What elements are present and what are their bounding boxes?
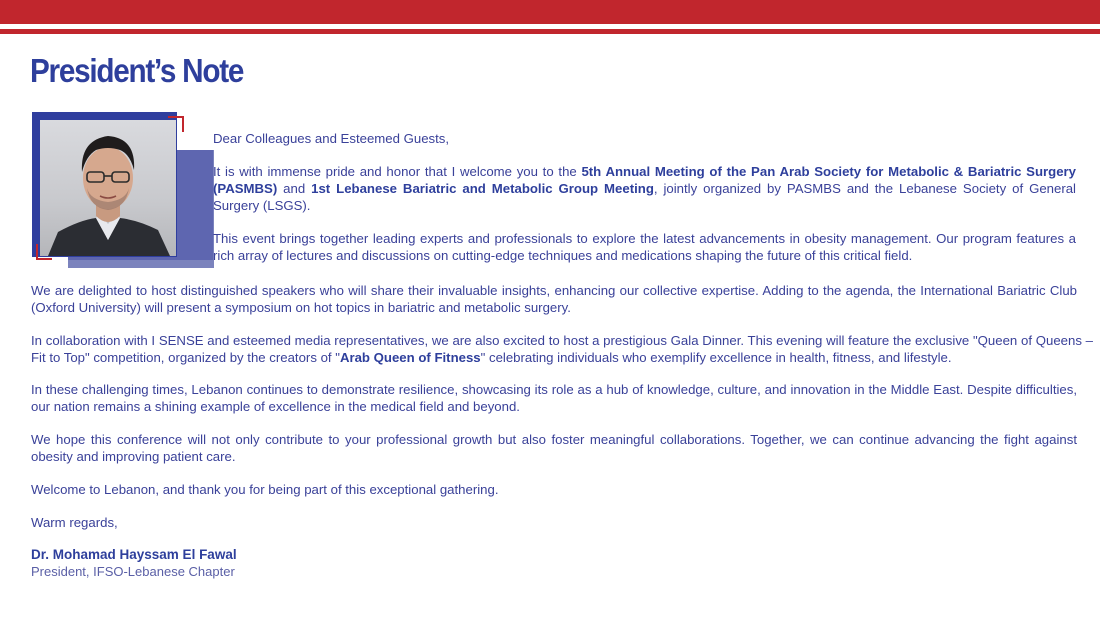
paragraph-welcome-lebanon: Welcome to Lebanon, and thank you for being part of this exceptional gathering. bbox=[31, 482, 499, 497]
pasmbs-meeting-name: 5th Annual Meeting of the Pan Arab Society for Metabolic & Bariatric Surgery (PASMBS) bbox=[213, 164, 1076, 196]
paragraph-gala bbox=[31, 332, 1093, 366]
arab-queen-of-fitness: Arab Queen of Fitness bbox=[339, 350, 481, 365]
paragraph-welcome-text: It is with immense pride and honor that I welcome you to the bbox=[213, 164, 582, 179]
lebanese-meeting-name: 1st Lebanese Bariatric and Metabolic Group Meeting bbox=[311, 181, 654, 196]
paragraph-program: This event brings together leading experts and professionals to explore the latest advancements in obesity management. Our program features a rich array of lectures and discussions on cutting-edge techniques and medications shaping the future of this critical field. bbox=[213, 231, 1076, 263]
paragraph-hope: We hope this conference will not only contribute to your professional growth but also foster meaningful collaborations. Together, we can continue advancing the fight against obesity and improving patient care. bbox=[31, 432, 1077, 464]
header-red-band bbox=[0, 0, 1100, 24]
president-photo-frame bbox=[28, 108, 190, 270]
page-title: President’s Note bbox=[30, 52, 244, 89]
president-portrait bbox=[40, 120, 176, 256]
paragraph-welcome-text: , jointly organized by PASMBS and the Lebanese Society of General Surgery (LSGS). bbox=[213, 181, 1076, 213]
paragraph-speakers: We are delighted to host distinguished speakers who will share their invaluable insights, enhancing our collective expertise. Adding to the agenda, the International Bariatric Club (Oxford University) will present a symposium on hot topics in bariatric and metabolic surgery. bbox=[31, 283, 1077, 315]
corner-accent-top-right bbox=[168, 116, 184, 132]
paragraph-welcome bbox=[213, 163, 1076, 214]
paragraph-welcome-text: and bbox=[277, 181, 312, 196]
signature-role: President, IFSO-Lebanese Chapter bbox=[31, 564, 235, 579]
header-red-line bbox=[0, 29, 1100, 34]
corner-accent-bottom-left bbox=[36, 244, 52, 260]
closing-regards: Warm regards, bbox=[31, 515, 118, 530]
paragraph-lebanon: In these challenging times, Lebanon continues to demonstrate resilience, showcasing its role as a hub of knowledge, culture, and innovation in the Middle East. Despite difficulties, our nation remains a shining example of excellence in the medical field and beyond. bbox=[31, 382, 1077, 414]
signature-name: Dr. Mohamad Hayssam El Fawal bbox=[31, 547, 237, 562]
greeting: Dear Colleagues and Esteemed Guests, bbox=[213, 131, 450, 146]
paragraph-gala-text: " celebrating individuals who exemplify excellence in health, fitness, and lifestyle. bbox=[480, 350, 952, 365]
paragraph-gala-text: In collaboration with I SENSE and esteemed media representatives, we are also excited to host a prestigious Gala Dinner. This evening will feature the exclusive "Queen of Queens – Fit to Top" competition, organized by the creators of " bbox=[31, 333, 1093, 365]
